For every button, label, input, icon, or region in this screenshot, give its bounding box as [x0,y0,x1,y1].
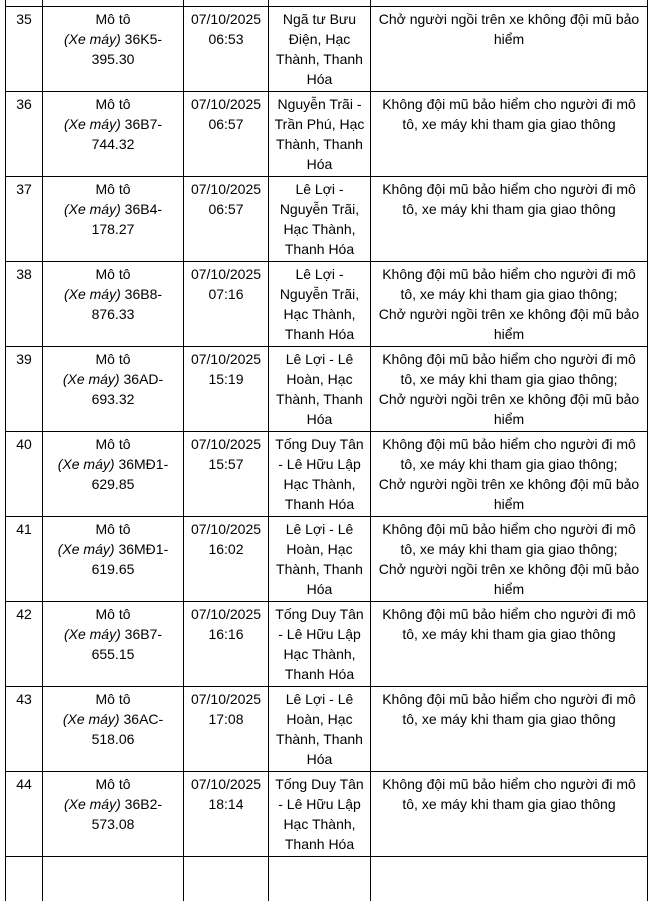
violation-text: Chở người ngồi trên xe không đội mũ bảo hiểm [374,559,644,599]
datetime-cell [184,602,269,687]
vehicle-plate: 36B2-573.08 [92,796,162,832]
violation-time: 16:02 [187,539,265,559]
datetime-cell [184,687,269,772]
violation-text: Không đội mũ bảo hiểm cho người đi mô tô, xe máy khi tham gia giao thông [374,604,644,644]
vehicle-cell [43,687,184,772]
vehicle-note: (Xe máy) [63,371,120,387]
vehicle-plate: 36MĐ1-629.85 [92,456,169,492]
row-number: 44 [16,776,32,792]
violation-text: Không đội mũ bảo hiểm cho người đi mô tô, xe máy khi tham gia giao thông; [374,349,644,389]
vehicle-cell [43,772,184,857]
violation-date: 07/10/2025 [187,434,265,454]
empty-cell [43,857,184,901]
violation-date: 07/10/2025 [187,604,265,624]
table-row [6,92,648,177]
location-cell: Ngã tư Bưu Điện, Hạc Thành, Thanh Hóa [269,7,371,92]
vehicle-type: Mô tô [46,9,180,29]
vehicle-cell [43,602,184,687]
vehicle-type: Mô tô [46,434,180,454]
empty-cell [269,857,371,901]
vehicle-note: (Xe máy) [58,541,115,557]
location-cell: Tống Duy Tân - Lê Hữu Lập Hạc Thành, Thanh Hóa [269,772,371,857]
violation-text: Không đội mũ bảo hiểm cho người đi mô tô, xe máy khi tham gia giao thông; [374,264,644,304]
datetime-cell [184,177,269,262]
vehicle-plate-line [46,114,180,154]
vehicle-plate-line [46,539,180,579]
table-row [6,7,648,92]
datetime-cell [184,517,269,602]
vehicle-type: Mô tô [46,689,180,709]
row-number-cell [6,687,43,772]
vehicle-cell [43,177,184,262]
violation-text: Không đội mũ bảo hiểm cho người đi mô tô, xe máy khi tham gia giao thông [374,689,644,729]
row-number: 35 [16,11,32,27]
vehicle-plate-line [46,199,180,239]
datetime-cell [184,262,269,347]
violation-time: 15:19 [187,369,265,389]
row-number-cell [6,432,43,517]
row-number: 40 [16,436,32,452]
row-number-cell [6,517,43,602]
location-cell: Lê Lợi - Lê Hoàn, Hạc Thành, Thanh Hóa [269,517,371,602]
vehicle-plate-line [46,369,180,409]
vehicle-plate-line [46,624,180,664]
vehicle-plate: 36K5-395.30 [92,31,162,67]
violation-cell [371,347,648,432]
table-row [6,772,648,857]
row-number: 43 [16,691,32,707]
vehicle-plate: 36AD-693.32 [92,371,164,407]
datetime-cell [184,772,269,857]
vehicle-plate: 36MĐ1-619.65 [92,541,169,577]
violation-text: Chở người ngồi trên xe không đội mũ bảo hiểm [374,9,644,49]
table-row [6,517,648,602]
empty-cell [184,857,269,901]
violation-time: 06:53 [187,29,265,49]
vehicle-cell [43,432,184,517]
row-number: 42 [16,606,32,622]
violation-text: Không đội mũ bảo hiểm cho người đi mô tô, xe máy khi tham gia giao thông [374,774,644,814]
vehicle-note: (Xe máy) [64,796,121,812]
vehicle-plate: 36B7-655.15 [92,626,162,662]
traffic-violations-table [5,0,648,901]
vehicle-plate: 36B4-178.27 [92,201,162,237]
datetime-cell [184,7,269,92]
location-cell: Lê Lợi - Nguyễn Trãi, Hạc Thành, Thanh Hóa [269,262,371,347]
violation-text: Không đội mũ bảo hiểm cho người đi mô tô, xe máy khi tham gia giao thông [374,94,644,134]
datetime-cell [184,432,269,517]
violations-table-body [6,0,648,901]
violation-cell [371,772,648,857]
row-number-cell [6,177,43,262]
row-number-cell [6,602,43,687]
vehicle-type: Mô tô [46,349,180,369]
violation-time: 06:57 [187,199,265,219]
violation-cell [371,262,648,347]
row-number: 36 [16,96,32,112]
location-cell: Tống Duy Tân - Lê Hữu Lập Hạc Thành, Thanh Hóa [269,432,371,517]
location-cell: Lê Lợi - Lê Hoàn, Hạc Thành, Thanh Hóa [269,347,371,432]
vehicle-plate-line [46,29,180,69]
vehicle-plate: 36B8-876.33 [92,286,162,322]
violation-text: Không đội mũ bảo hiểm cho người đi mô tô, xe máy khi tham gia giao thông; [374,434,644,474]
vehicle-note: (Xe máy) [64,286,121,302]
vehicle-plate: 36AC-518.06 [92,711,164,747]
violation-text: Chở người ngồi trên xe không đội mũ bảo hiểm [374,304,644,344]
violation-time: 15:57 [187,454,265,474]
vehicle-plate-line [46,709,180,749]
vehicle-type: Mô tô [46,179,180,199]
violation-cell [371,432,648,517]
table-row [6,432,648,517]
vehicle-type: Mô tô [46,519,180,539]
location-cell: Tống Duy Tân - Lê Hữu Lập Hạc Thành, Thanh Hóa [269,602,371,687]
violation-date: 07/10/2025 [187,179,265,199]
vehicle-type: Mô tô [46,604,180,624]
violation-cell [371,687,648,772]
vehicle-cell [43,92,184,177]
location-cell: Lê Lợi - Lê Hoàn, Hạc Thành, Thanh Hóa [269,687,371,772]
empty-cell [6,857,43,901]
row-number-cell [6,772,43,857]
vehicle-plate-line [46,284,180,324]
datetime-cell [184,347,269,432]
violation-time: 16:16 [187,624,265,644]
violation-time: 07:16 [187,284,265,304]
row-number-cell [6,262,43,347]
violation-date: 07/10/2025 [187,519,265,539]
row-number: 41 [16,521,32,537]
violation-cell [371,7,648,92]
violation-date: 07/10/2025 [187,9,265,29]
violation-cell [371,517,648,602]
vehicle-note: (Xe máy) [64,116,121,132]
violation-time: 18:14 [187,794,265,814]
violation-text: Chở người ngồi trên xe không đội mũ bảo hiểm [374,389,644,429]
violation-date: 07/10/2025 [187,264,265,284]
vehicle-cell [43,347,184,432]
empty-cell [371,857,648,901]
vehicle-cell [43,517,184,602]
vehicle-note: (Xe máy) [64,626,121,642]
violation-text: Không đội mũ bảo hiểm cho người đi mô tô, xe máy khi tham gia giao thông [374,179,644,219]
table-row [6,177,648,262]
table-row [6,262,648,347]
vehicle-plate-line [46,454,180,494]
row-number: 39 [16,351,32,367]
row-number: 37 [16,181,32,197]
violation-date: 07/10/2025 [187,774,265,794]
vehicle-cell [43,7,184,92]
datetime-cell [184,92,269,177]
row-number-cell [6,347,43,432]
vehicle-note: (Xe máy) [63,711,120,727]
vehicle-type: Mô tô [46,264,180,284]
location-cell: Nguyễn Trãi - Trần Phú, Hạc Thành, Thanh Hóa [269,92,371,177]
row-number: 38 [16,266,32,282]
clipped-row-bottom [6,857,648,901]
table-row [6,687,648,772]
violation-cell [371,92,648,177]
violation-cell [371,602,648,687]
vehicle-type: Mô tô [46,774,180,794]
location-cell: Lê Lợi - Nguyễn Trãi, Hạc Thành, Thanh Hóa [269,177,371,262]
vehicle-note: (Xe máy) [64,31,121,47]
vehicle-type: Mô tô [46,94,180,114]
vehicle-note: (Xe máy) [58,456,115,472]
violation-text: Không đội mũ bảo hiểm cho người đi mô tô, xe máy khi tham gia giao thông; [374,519,644,559]
vehicle-plate: 36B7-744.32 [92,116,162,152]
violation-date: 07/10/2025 [187,349,265,369]
violation-time: 06:57 [187,114,265,134]
violation-date: 07/10/2025 [187,94,265,114]
vehicle-note: (Xe máy) [64,201,121,217]
violation-date: 07/10/2025 [187,689,265,709]
row-number-cell [6,7,43,92]
violation-text: Chở người ngồi trên xe không đội mũ bảo hiểm [374,474,644,514]
table-row [6,602,648,687]
row-number-cell [6,92,43,177]
violation-time: 17:08 [187,709,265,729]
vehicle-plate-line [46,794,180,834]
table-row [6,347,648,432]
violation-cell [371,177,648,262]
vehicle-cell [43,262,184,347]
